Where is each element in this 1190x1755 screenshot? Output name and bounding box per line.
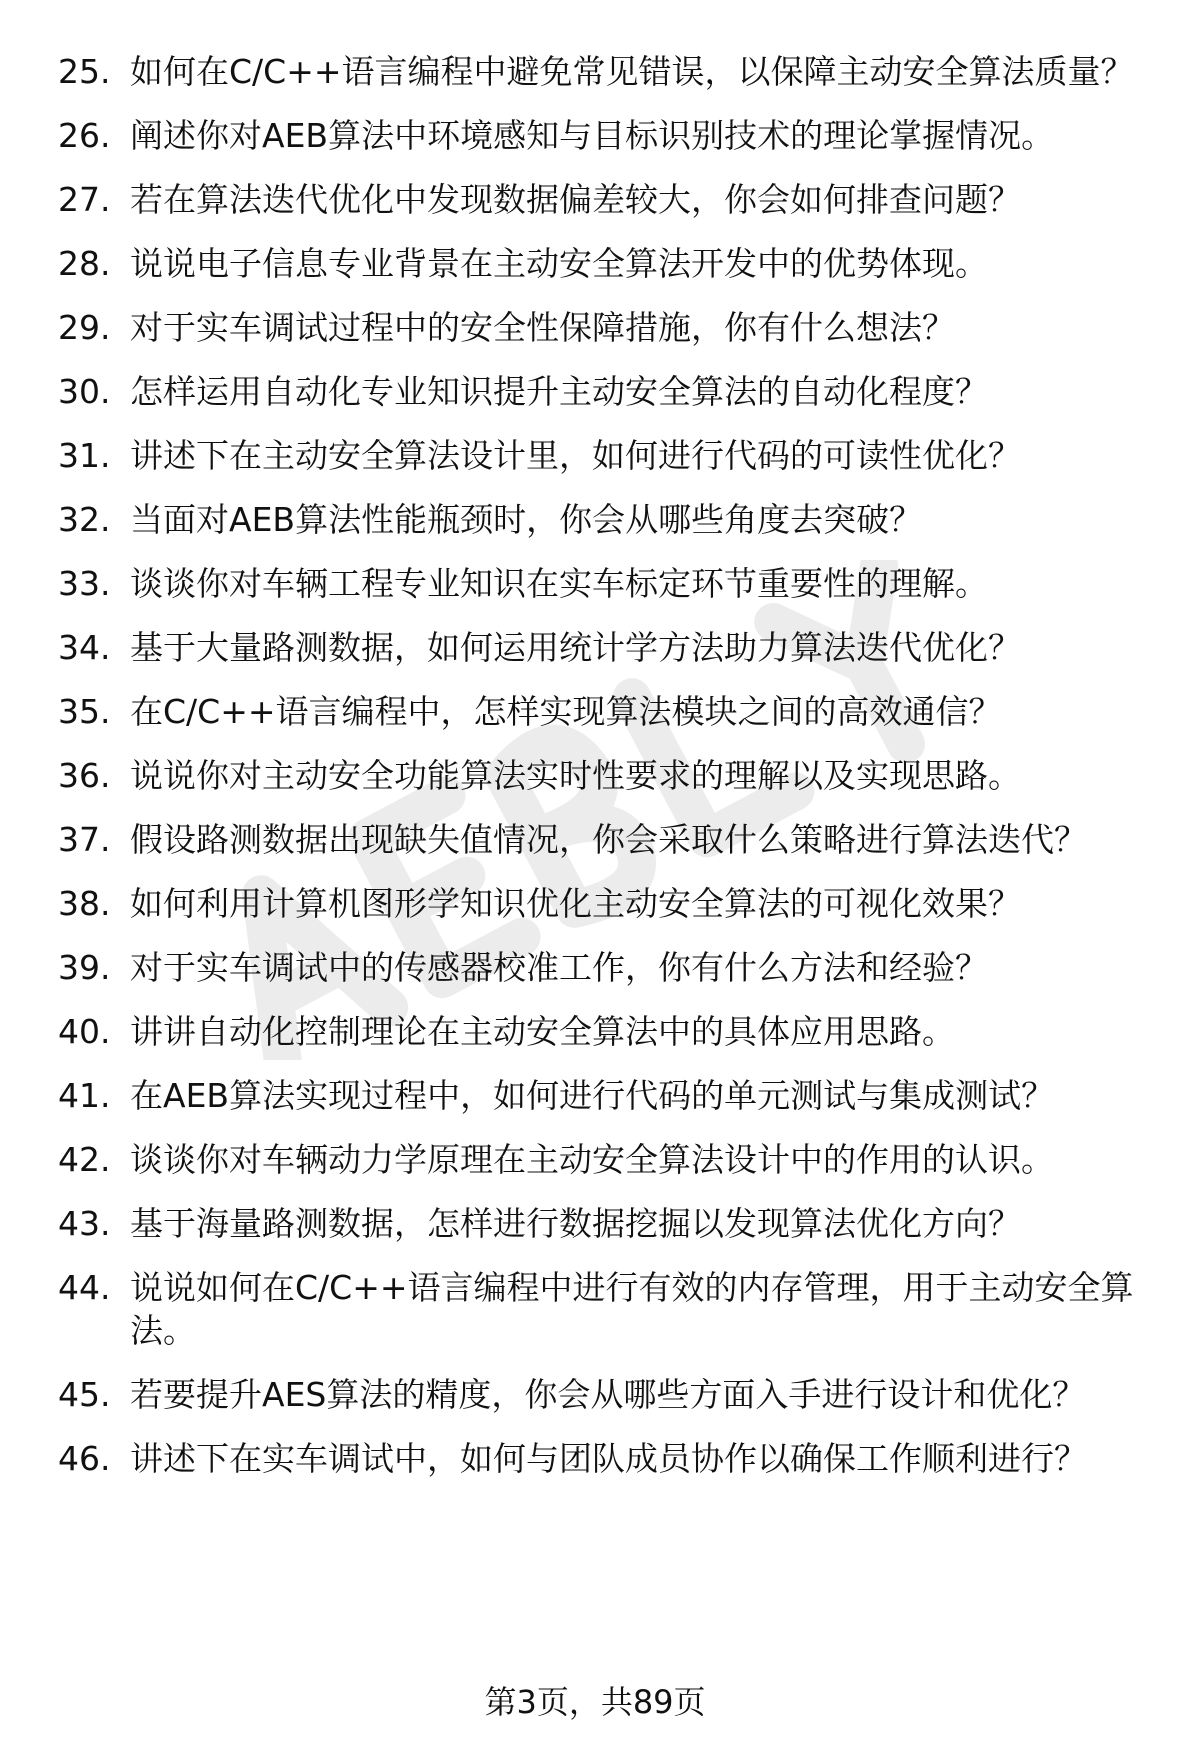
- question-number: 30.: [58, 372, 111, 411]
- question-number: 46.: [58, 1439, 111, 1478]
- question-text: 怎样运用自动化专业知识提升主动安全算法的自动化程度？: [130, 372, 988, 411]
- question-item: [58, 1437, 1148, 1480]
- question-item: [58, 562, 1148, 605]
- question-text: 谈谈你对车辆工程专业知识在实车标定环节重要性的理解。: [130, 564, 988, 603]
- question-text: 如何在C/C++语言编程中避免常见错误，以保障主动安全算法质量？: [130, 52, 1134, 91]
- question-list: [58, 50, 1148, 1501]
- question-number: 29.: [58, 308, 111, 347]
- question-text: 当面对AEB算法性能瓶颈时，你会从哪些角度去突破？: [130, 500, 923, 539]
- question-number: 35.: [58, 692, 111, 731]
- question-number: 32.: [58, 500, 111, 539]
- question-item: [58, 50, 1148, 93]
- question-number: 31.: [58, 436, 111, 475]
- question-item: [58, 626, 1148, 669]
- question-text: 在AEB算法实现过程中，如何进行代码的单元测试与集成测试？: [130, 1076, 1055, 1115]
- question-text: 讲述下在实车调试中，如何与团队成员协作以确保工作顺利进行？: [130, 1439, 1087, 1478]
- question-item: [58, 1010, 1148, 1053]
- question-item: [58, 434, 1148, 477]
- question-text: 说说如何在C/C++语言编程中进行有效的内存管理，用于主动安全算法。: [130, 1268, 1134, 1350]
- question-number: 43.: [58, 1204, 111, 1243]
- question-number: 25.: [58, 52, 111, 91]
- question-number: 38.: [58, 884, 111, 923]
- question-item: [58, 754, 1148, 797]
- question-text: 说说电子信息专业背景在主动安全算法开发中的优势体现。: [130, 244, 988, 283]
- question-item: [58, 114, 1148, 157]
- question-text: 谈谈你对车辆动力学原理在主动安全算法设计中的作用的认识。: [130, 1140, 1054, 1179]
- question-text: 若在算法迭代优化中发现数据偏差较大，你会如何排查问题？: [130, 180, 1021, 219]
- question-text: 基于海量路测数据，怎样进行数据挖掘以发现算法优化方向？: [130, 1204, 1021, 1243]
- question-number: 44.: [58, 1268, 111, 1307]
- question-number: 40.: [58, 1012, 111, 1051]
- question-number: 39.: [58, 948, 111, 987]
- question-item: [58, 498, 1148, 541]
- question-number: 42.: [58, 1140, 111, 1179]
- question-number: 36.: [58, 756, 111, 795]
- page-number-footer: 第3页，共89页: [484, 1683, 706, 1721]
- question-number: 27.: [58, 180, 111, 219]
- question-item: [58, 1373, 1148, 1416]
- question-text: 若要提升AES算法的精度，你会从哪些方面入手进行设计和优化？: [130, 1375, 1086, 1414]
- question-text: 对于实车调试中的传感器校准工作，你有什么方法和经验？: [130, 948, 988, 987]
- question-item: [58, 370, 1148, 413]
- question-item: [58, 1266, 1148, 1352]
- question-text: 在C/C++语言编程中，怎样实现算法模块之间的高效通信？: [130, 692, 1002, 731]
- question-number: 26.: [58, 116, 111, 155]
- question-text: 基于大量路测数据，如何运用统计学方法助力算法迭代优化？: [130, 628, 1021, 667]
- question-number: 37.: [58, 820, 111, 859]
- question-number: 41.: [58, 1076, 111, 1115]
- question-text: 如何利用计算机图形学知识优化主动安全算法的可视化效果？: [130, 884, 1021, 923]
- question-number: 33.: [58, 564, 111, 603]
- question-item: [58, 1202, 1148, 1245]
- question-number: 34.: [58, 628, 111, 667]
- question-item: [58, 946, 1148, 989]
- question-text: 对于实车调试过程中的安全性保障措施，你有什么想法？: [130, 308, 955, 347]
- question-text: 阐述你对AEB算法中环境感知与目标识别技术的理论掌握情况。: [130, 116, 1055, 155]
- question-text: 讲讲自动化控制理论在主动安全算法中的具体应用思路。: [130, 1012, 955, 1051]
- question-number: 45.: [58, 1375, 111, 1414]
- question-item: [58, 882, 1148, 925]
- question-item: [58, 306, 1148, 349]
- question-item: [58, 178, 1148, 221]
- question-item: [58, 1138, 1148, 1181]
- question-text: 假设路测数据出现缺失值情况，你会采取什么策略进行算法迭代？: [130, 820, 1087, 859]
- question-number: 28.: [58, 244, 111, 283]
- question-item: [58, 690, 1148, 733]
- question-item: [58, 818, 1148, 861]
- question-text: 讲述下在主动安全算法设计里，如何进行代码的可读性优化？: [130, 436, 1021, 475]
- question-item: [58, 1074, 1148, 1117]
- question-item: [58, 242, 1148, 285]
- question-text: 说说你对主动安全功能算法实时性要求的理解以及实现思路。: [130, 756, 1021, 795]
